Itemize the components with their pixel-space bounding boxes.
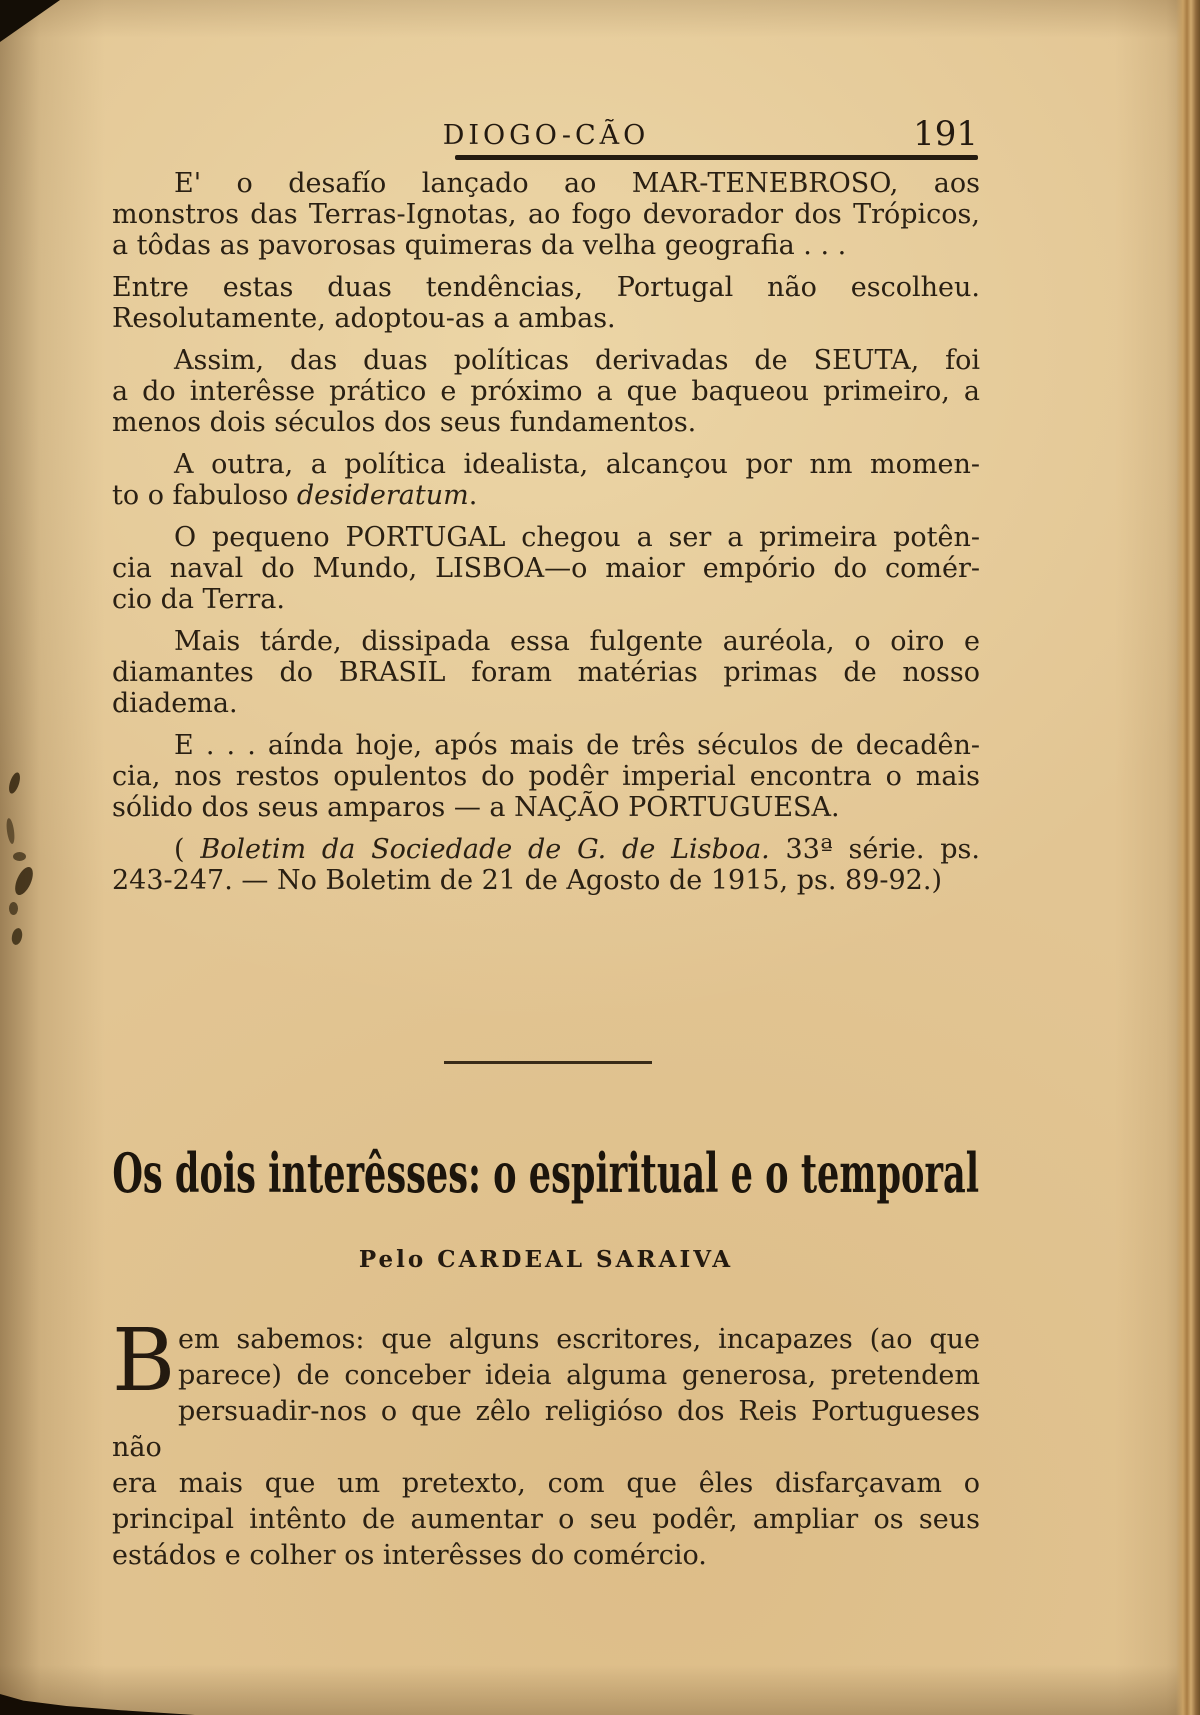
page-blemish	[5, 818, 16, 845]
text-line: cia, nos restos opulentos do podêr imperial encontra o mais	[112, 761, 980, 792]
text-line: diamantes do BRASIL foram matérias primas de nosso	[112, 657, 980, 688]
header-rule	[455, 155, 978, 160]
text-line: 243-247. — No Boletim de 21 de Agosto de 1915, ps. 89-92.)	[112, 865, 942, 896]
page-blemish	[7, 771, 22, 795]
text-line: diadema.	[112, 688, 238, 719]
running-head-title: DIOGO-CÃO	[442, 120, 650, 151]
text-segment: (	[174, 834, 201, 865]
page-edge-stripes	[1176, 0, 1200, 1715]
article-title-wrap	[112, 1140, 980, 1220]
text-line: menos dois séculos dos seus fundamentos.	[112, 407, 697, 438]
corner-shadow-bottom-left	[0, 1685, 195, 1715]
text-segment: .	[468, 480, 478, 511]
text-line	[112, 834, 980, 865]
excerpt-paragraph-6	[112, 626, 980, 719]
text-line: monstros das Terras-Ignotas, ao fogo devorador dos Trópicos,	[112, 199, 980, 230]
text-line: estádos e colher os interêsses do comércio.	[112, 1540, 707, 1571]
text-line: principal intênto de aumentar o seu podêr, ampliar os seus	[112, 1504, 980, 1535]
page-blemish	[12, 864, 37, 897]
text-line: Mais tárde, dissipada essa fulgente auréola, o oiro e	[174, 626, 980, 657]
article-byline: Pelo CARDEAL SARAIVA	[358, 1246, 734, 1273]
text-line: parece) de conceber ideia alguma generosa, pretendem	[178, 1360, 980, 1391]
article-body	[112, 1311, 980, 1574]
excerpt-paragraph-2	[112, 272, 980, 334]
text-line: E . . . aínda hoje, após mais de três séculos de decadên-	[174, 730, 980, 761]
text-line: cio da Terra.	[112, 584, 285, 615]
corner-shadow-top-left	[0, 0, 60, 42]
page-number: 191	[913, 114, 978, 154]
text-line: Resolutamente, adoptou-as a ambas.	[112, 303, 616, 334]
text-line	[112, 480, 980, 511]
page-blemish	[10, 927, 23, 946]
text-line: era mais que um pretexto, com que êles disfarçavam o	[112, 1468, 980, 1499]
drop-cap: B	[112, 1311, 176, 1411]
citation	[112, 834, 980, 896]
excerpt-paragraph-7	[112, 730, 980, 823]
text-line: cia naval do Mundo, LISBOA—o maior empório do comér-	[112, 553, 980, 584]
excerpt-text-block	[112, 168, 980, 907]
article-title: Os dois interêsses: o espiritual e o temporal	[112, 1141, 980, 1205]
text-line: E' o desafío lançado ao MAR-TENEBROSO, aos	[174, 168, 980, 199]
text-line: persuadir-nos o que zêlo religióso dos Reis Portugueses não	[112, 1396, 980, 1463]
text-line: Entre estas duas tendências, Portugal não escolheu.	[112, 272, 980, 303]
section-divider	[444, 1061, 652, 1064]
page-blemish	[13, 852, 26, 861]
excerpt-paragraph-3	[112, 345, 980, 438]
italic-term: desideratum	[296, 480, 469, 511]
text-line: em sabemos: que alguns escritores, incapazes (ao que	[178, 1324, 980, 1355]
text-line: Assim, das duas políticas derivadas de SEUTA, foi	[174, 345, 980, 376]
excerpt-paragraph-5	[112, 522, 980, 615]
excerpt-paragraph-1	[112, 168, 980, 261]
text-segment: 33ª série. ps.	[769, 834, 980, 865]
excerpt-paragraph-4	[112, 449, 980, 511]
text-segment: to o fabuloso	[112, 480, 297, 511]
text-line: O pequeno PORTUGAL chegou a ser a primeira potên-	[174, 522, 980, 553]
citation-source: Boletim da Sociedade de G. de Lisboa.	[200, 834, 770, 865]
text-line: a tôdas as pavorosas quimeras da velha geografia . . .	[112, 230, 847, 261]
text-line: a do interêsse prático e próximo a que baqueou primeiro, a	[112, 376, 980, 407]
text-line: A outra, a política idealista, alcançou por nm momen-	[174, 449, 980, 480]
page-blemish	[9, 902, 18, 915]
text-line: sólido dos seus amparos — a NAÇÃO PORTUGUESA.	[112, 792, 840, 823]
